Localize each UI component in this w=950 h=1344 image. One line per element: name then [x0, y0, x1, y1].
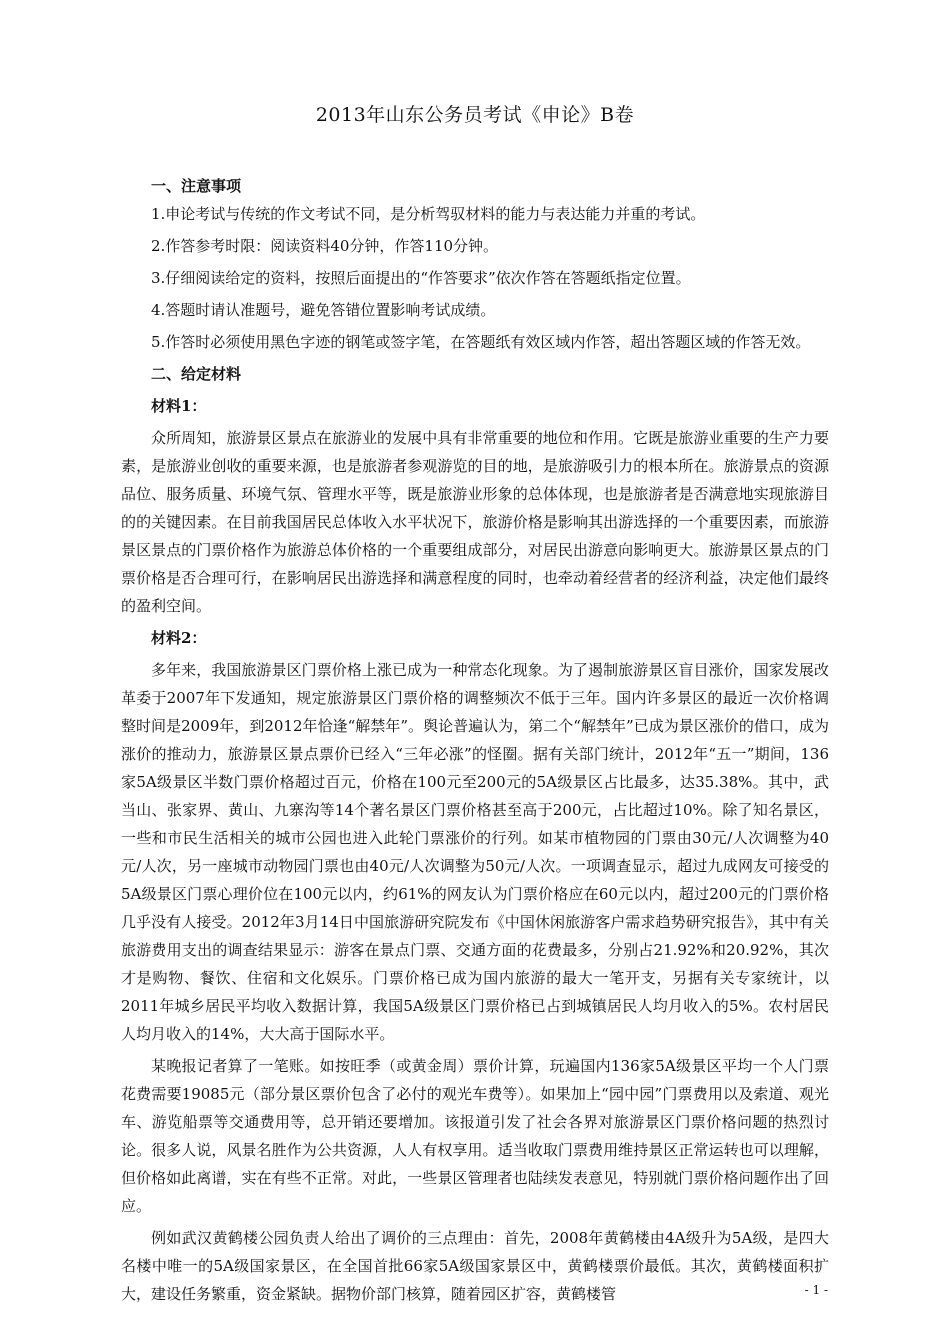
page-title: 2013年山东公务员考试《申论》B卷	[315, 104, 635, 126]
note-item: 1.申论考试与传统的作文考试不同，是分析驾驭材料的能力与表达能力并重的考试。	[151, 205, 706, 223]
note-item: 5.作答时必须使用黑色字迹的钢笔或签字笔，在答题纸有效区域内作答，超出答题区域的作答无效。	[151, 333, 811, 351]
section-heading-notes: 一、注意事项	[151, 177, 242, 195]
note-item: 3.仔细阅读给定的资料，按照后面提出的“作答要求”依次作答在答题纸指定位置。	[151, 269, 691, 287]
note-item: 2.作答参考时限：阅读资料40分钟，作答110分钟。	[151, 237, 499, 255]
document-body	[121, 172, 829, 1308]
section-heading-materials: 二、给定材料	[151, 365, 242, 383]
material-paragraph: 多年来，我国旅游景区门票价格上涨已成为一种常态化现象。为了遏制旅游景区盲目涨价，国家发展改革委于2007年下发通知，规定旅游景区门票价格的调整频次不低于三年。国内许多景区的最近一次价格调整时间是2009年，到2012年恰逢“解禁年”。舆论普遍认为，第二个“解禁年”已成为景区涨价的借口，成为涨价的推动力，旅游景区景点票价已经入“三年必涨”的怪圈。据有关部门统计，2012年“五一”期间，136家5A级景区半数门票价格超过百元，价格在100元至200元的5A级景区占比最多，达35.38%。其中，武当山、张家界、黄山、九寨沟等14个著名景区门票价格甚至高于200元，占比超过10%。除了知名景区，一些和市民生活相关的城市公园也进入此轮门票涨价的行列。如某市植物园的门票由30元/人次调整为40元/人次，另一座城市动物园门票也由40元/人次调整为50元/人次。一项调查显示，超过九成网友可接受的5A级景区门票心理价位在100元以内，约61%的网友认为门票价格应在60元以内，超过200元的门票价格几乎没有人接受。2012年3月14日中国旅游研究院发布《中国休闲旅游客户需求趋势研究报告》，其中有关旅游费用支出的调查结果显示：游客在景点门票、交通方面的花费最多，分别占21.92%和20.92%，其次才是购物、餐饮、住宿和文化娱乐。门票价格已成为国内旅游的最大一笔开支，另据有关专家统计，以2011年城乡居民平均收入数据计算，我国5A级景区门票价格已占到城镇居民人均月收入的5%。农村居民人均月收入的14%，大大高于国际水平。	[121, 661, 829, 1043]
note-item: 4.答题时请认准题号，避免答错位置影响考试成绩。	[151, 301, 496, 319]
material-paragraph: 例如武汉黄鹤楼公园负责人给出了调价的三点理由：首先，2008年黄鹤楼由4A级升为5A级，是四大名楼中唯一的5A级国家景区，在全国首批66家5A级国家景区中，黄鹤楼票价最低。其次，黄鹤楼面积扩大，建设任务繁重，资金紧缺。据物价部门核算，随着园区扩容，黄鹤楼管	[121, 1229, 829, 1303]
page-number: - 1 -	[804, 1283, 828, 1297]
material-1-label: 材料1：	[151, 397, 207, 415]
material-2-label: 材料2：	[151, 629, 207, 647]
material-paragraph: 众所周知，旅游景区景点在旅游业的发展中具有非常重要的地位和作用。它既是旅游业重要的生产力要素，是旅游业创收的重要来源，也是旅游者参观游览的目的地，是旅游吸引力的根本所在。旅游景点的资源品位、服务质量、环境气氛、管理水平等，既是旅游业形象的总体体现，也是旅游者是否满意地实现旅游目的的关键因素。在目前我国居民总体收入水平状况下，旅游价格是影响其出游选择的一个重要因素，而旅游景区景点的门票价格作为旅游总体价格的一个重要组成部分，对居民出游意向影响更大。旅游景区景点的门票价格是否合理可行，在影响居民出游选择和满意程度的同时，也牵动着经营者的经济利益，决定他们最终的盈利空间。	[121, 429, 829, 615]
material-paragraph: 某晚报记者算了一笔账。如按旺季（或黄金周）票价计算，玩遍国内136家5A级景区平均一个人门票花费需要19085元（部分景区票价包含了必付的观光车费等）。如果加上“园中园”门票费用以及索道、观光车、游览船票等交通费用等，总开销还要增加。该报道引发了社会各界对旅游景区门票价格问题的热烈讨论。很多人说，风景名胜作为公共资源，人人有权享用。适当收取门票费用维持景区正常运转也可以理解，但价格如此离谱，实在有些不正常。对此，一些景区管理者也陆续发表意见，特别就门票价格问题作出了回应。	[121, 1057, 829, 1215]
